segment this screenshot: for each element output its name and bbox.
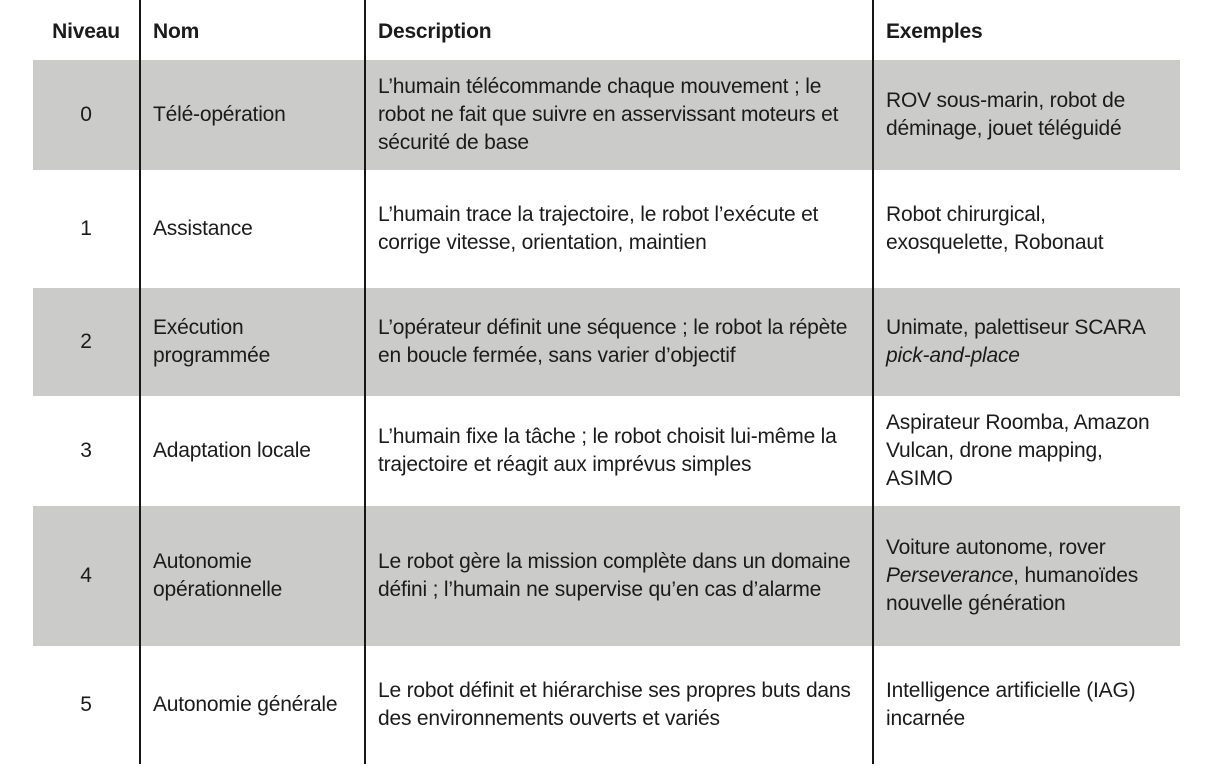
cell-description: L’humain télécommande chaque mouvement ; le robot ne fait que suivre en asservissant moteurs et sécurité de base — [365, 60, 873, 170]
cell-niveau: 5 — [80, 693, 92, 716]
table-row — [33, 170, 1180, 288]
table-row — [33, 288, 1180, 396]
table-row — [33, 396, 1180, 506]
cell-exemples: Robot chirurgical, exosquelette, Robonaut — [873, 170, 1180, 288]
cell-description: L’humain trace la trajectoire, le robot l’exécute et corrige vitesse, orientation, maintien — [365, 170, 873, 288]
cell-nom: Télé-opération — [140, 60, 365, 170]
column-header-niveau: Niveau — [52, 20, 120, 43]
cell-exemples: Intelligence artificielle (IAG) incarnée — [873, 646, 1180, 764]
cell-nom: Adaptation locale — [140, 396, 365, 506]
cell-exemples: ROV sous-marin, robot de déminage, jouet téléguidé — [873, 60, 1180, 170]
cell-exemples: Aspirateur Roomba, Amazon Vulcan, drone mapping, ASIMO — [873, 396, 1180, 506]
table-header-row — [33, 0, 1180, 60]
cell-exemples: Unimate, palettiseur SCARA pick-and-place — [873, 288, 1180, 396]
cell-nom: Autonomie opérationnelle — [140, 506, 365, 646]
cell-nom: Assistance — [140, 170, 365, 288]
table-row — [33, 646, 1180, 764]
column-header-exemples: Exemples — [873, 0, 1180, 60]
table-row — [33, 506, 1180, 646]
cell-niveau: 0 — [80, 103, 92, 126]
cell-description: L’opérateur définit une séquence ; le robot la répète en boucle fermée, sans varier d’objectif — [365, 288, 873, 396]
autonomy-levels-table — [33, 0, 1180, 764]
cell-niveau: 1 — [80, 217, 92, 240]
cell-nom: Exécution programmée — [140, 288, 365, 396]
cell-nom: Autonomie générale — [140, 646, 365, 764]
table-row — [33, 60, 1180, 170]
cell-description: L’humain fixe la tâche ; le robot choisit lui-même la trajectoire et réagit aux imprévus simples — [365, 396, 873, 506]
column-header-description: Description — [365, 0, 873, 60]
column-header-nom: Nom — [140, 0, 365, 60]
cell-description: Le robot gère la mission complète dans un domaine défini ; l’humain ne supervise qu’en cas d’alarme — [365, 506, 873, 646]
cell-niveau: 2 — [80, 330, 92, 353]
cell-niveau: 3 — [80, 439, 92, 462]
cell-exemples: Voiture autonome, rover Perseverance, humanoïdes nouvelle génération — [873, 506, 1180, 646]
cell-description: Le robot définit et hiérarchise ses propres buts dans des environnements ouverts et variés — [365, 646, 873, 764]
cell-niveau: 4 — [80, 564, 92, 587]
